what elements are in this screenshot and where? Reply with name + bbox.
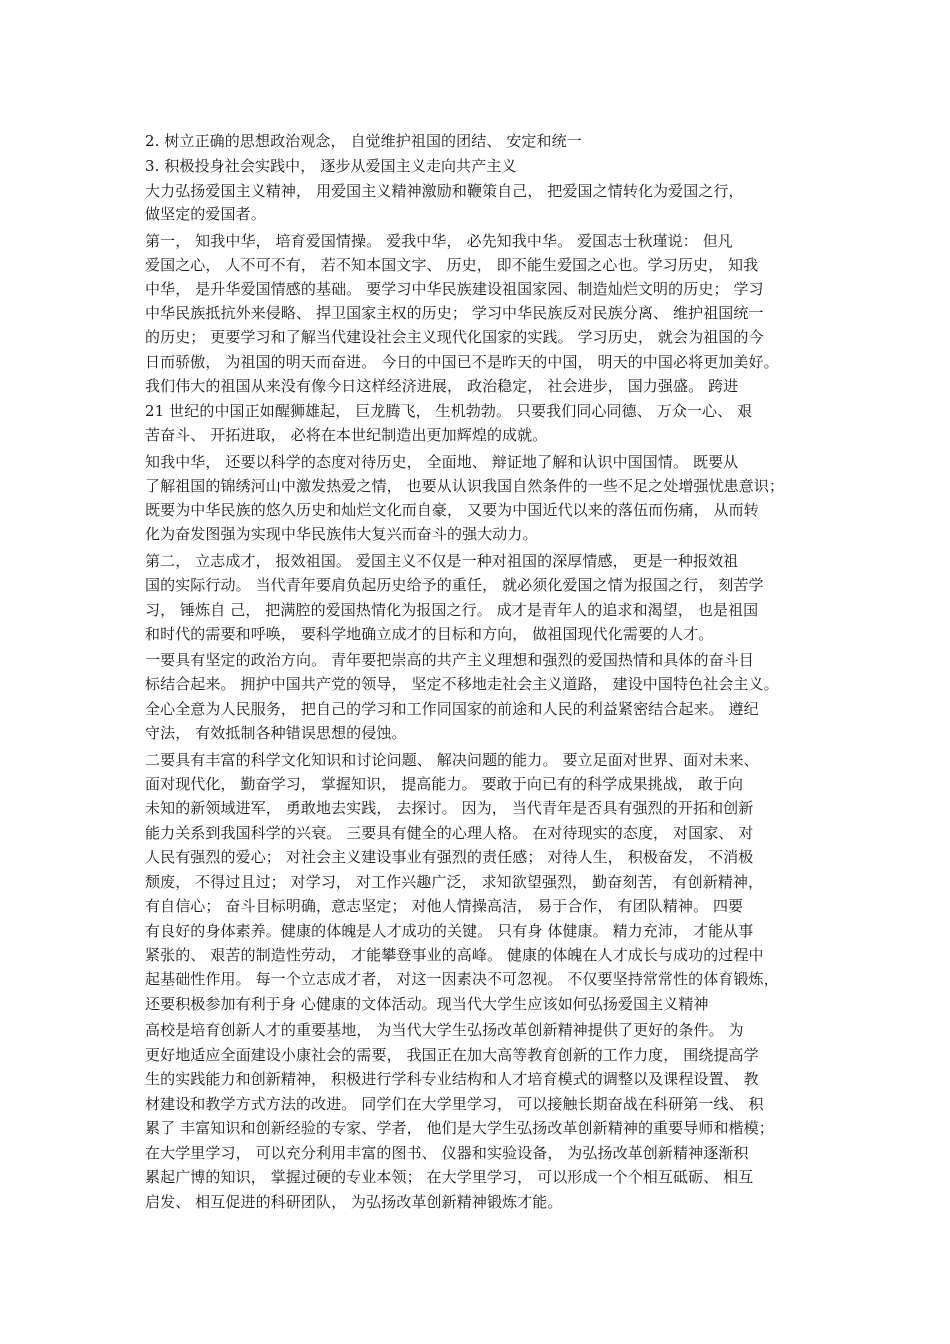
text-line: 中华， 是升华爱国情感的基础。 要学习中华民族建设祖国家园、制造灿烂文明的历史； 学习 — [145, 280, 764, 298]
text-line: 我们伟大的祖国从来没有像今日这样经济进展， 政治稳定， 社会进步， 国力强盛。 跨进 — [145, 377, 739, 395]
text-line: 标结合起来。 拥护中国共产党的领导， 坚定不移地走社会主义道路， 建设中国特色社会主义。 — [145, 675, 779, 693]
text-line: 知我中华， 还要以科学的态度对待历史， 全面地、 辩证地了解和认识中国国情。 既要从 — [145, 453, 739, 471]
text-line: 面对现代化， 勤奋学习， 掌握知识， 提高能力。 要敢于向已有的科学成果挑战， 敢于向 — [145, 775, 744, 793]
text-line: 爱国之心， 人不可不有， 若不知本国文字、 历史， 即不能生爱国之心也。学习历史， 知我 — [145, 256, 759, 274]
text-line: 起基础性作用。 每一个立志成才者， 对这一因素决不可忽视。 不仅要坚持常常性的体育锻炼， — [145, 970, 779, 988]
text-line: 21 世纪的中国正如醒狮雄起， 巨龙腾飞， 生机勃勃。 只要我们同心同德、 万众一心、 艰 — [145, 402, 753, 420]
text-line: 国的实际行动。 当代青年要肩负起历史给予的重任， 就必须化爱国之情为报国之行， 刻苦学 — [145, 576, 764, 594]
text-line: 习， 锤炼自 己， 把满腔的爱国热情化为报国之行。 成才是青年人的追求和渴望， 也是祖国 — [145, 601, 759, 619]
text-line: 了解祖国的锦绣河山中激发热爱之情， 也要从认识我国自然条件的一些不足之处增强忧患意识； — [145, 477, 785, 495]
text-line: 和时代的需要和呼唤， 要科学地确立成才的目标和方向， 做祖国现代化需要的人才。 — [145, 625, 714, 643]
text-line: 有良好的身体素养。健康的体魄是人才成功的关键。 只有身 体健康。 精力充沛， 才能从事 — [145, 922, 754, 940]
text-line: 还要积极参加有利于身 心健康的文体活动。现当代大学生应该如何弘扬爱国主义精神 — [145, 995, 709, 1013]
text-line: 未知的新领域进军， 勇敢地去实践， 去探讨。 因为， 当代青年是否具有强烈的开拓和创新 — [145, 799, 754, 817]
text-line: 高校是培育创新人才的重要基地， 为当代大学生弘扬改革创新精神提供了更好的条件。 为 — [145, 1021, 744, 1039]
text-line: 人民有强烈的爱心； 对社会主义建设事业有强烈的责任感； 对待人生， 积极奋发， 不消极 — [145, 848, 754, 866]
text-line: 2. 树立正确的思想政治观念， 自觉维护祖国的团结、 安定和统一 — [145, 132, 582, 150]
text-line: 化为奋发图强为实现中华民族伟大复兴而奋斗的强大动力。 — [145, 525, 538, 543]
text-line: 全心全意为人民服务， 把自己的学习和工作同国家的前途和人民的利益紧密结合起来。 遵纪 — [145, 700, 759, 718]
text-line: 更好地适应全面建设小康社会的需要， 我国正在加大高等教育创新的工作力度， 围绕提高学 — [145, 1046, 759, 1064]
text-line: 做坚定的爱国者。 — [145, 205, 266, 223]
text-line: 3. 积极投身社会实践中， 逐步从爱国主义走向共产主义 — [145, 157, 517, 175]
text-line: 苦奋斗、 开拓进取， 必将在本世纪制造出更加辉煌的成就。 — [145, 426, 548, 444]
text-line: 一要具有坚定的政治方向。 青年要把崇高的共产主义理想和强烈的爱国热情和具体的奋斗目 — [145, 651, 754, 669]
text-line: 的历史； 更要学习和了解当代建设社会主义现代化国家的实践。 学习历史， 就会为祖国的今 — [145, 328, 764, 346]
text-line: 中华民族抵抗外来侵略、 捍卫国家主权的历史； 学习中华民族反对民族分离、 维护祖国统一 — [145, 304, 764, 322]
text-line: 有自信心； 奋斗目标明确，意志坚定； 对他人情操高洁， 易于合作， 有团队精神。 四要 — [145, 897, 744, 915]
text-line: 累起广博的知识， 掌握过硬的专业本领； 在大学里学习， 可以形成一个个相互砥砺、 相互 — [145, 1168, 754, 1186]
text-line: 二要具有丰富的科学文化知识和讨论问题、 解决问题的能力。 要立足面对世界、面对未来、 — [145, 751, 759, 769]
text-line: 紧张的、 艰苦的制造性劳动， 才能攀登事业的高峰。 健康的体魄在人才成长与成功的过程中 — [145, 946, 764, 964]
text-line: 守法， 有效抵制各种错误思想的侵蚀。 — [145, 724, 407, 742]
text-line: 能力关系到我国科学的兴衰。 三要具有健全的心理人格。 在对待现实的态度， 对国家、 对 — [145, 824, 754, 842]
text-line: 既要为中华民族的悠久历史和灿烂文化而自豪， 又要为中国近代以来的落伍而伤痛， 从而转 — [145, 501, 759, 519]
text-line: 第二， 立志成才， 报效祖国。 爱国主义不仅是一种对祖国的深厚情感， 更是一种报效祖 — [145, 552, 739, 570]
text-line: 启发、 相互促进的科研团队， 为弘扬改革创新精神锻炼才能。 — [145, 1193, 563, 1211]
text-line: 材建设和教学方式方法的改进。 同学们在大学里学习， 可以接触长期奋战在科研第一线、 积 — [145, 1095, 764, 1113]
text-line: 生的实践能力和创新精神， 积极进行学科专业结构和人才培育模式的调整以及课程设置、 教 — [145, 1070, 759, 1088]
text-line: 颓废， 不得过且过； 对学习， 对工作兴趣广泛， 求知欲望强烈， 勤奋刻苦， 有创新精神， — [145, 873, 764, 891]
text-line: 日而骄傲， 为祖国的明天而奋进。 今日的中国已不是昨天的中国， 明天的中国必将更加美好。 — [145, 353, 779, 371]
text-line: 累了 丰富知识和创新经验的专家、学者， 他们是大学生弘扬改革创新精神的重要导师和楷模； — [145, 1119, 774, 1137]
text-line: 第一， 知我中华， 培育爱国情操。 爱我中华， 必先知我中华。 爱国志士秋瑾说： 但凡 — [145, 232, 733, 250]
text-line: 在大学里学习， 可以充分利用丰富的图书、 仪器和实验设备， 为弘扬改革创新精神逐渐积 — [145, 1144, 749, 1162]
text-line: 大力弘扬爱国主义精神， 用爱国主义精神激励和鞭策自己， 把爱国之情转化为爱国之行， — [145, 182, 744, 200]
